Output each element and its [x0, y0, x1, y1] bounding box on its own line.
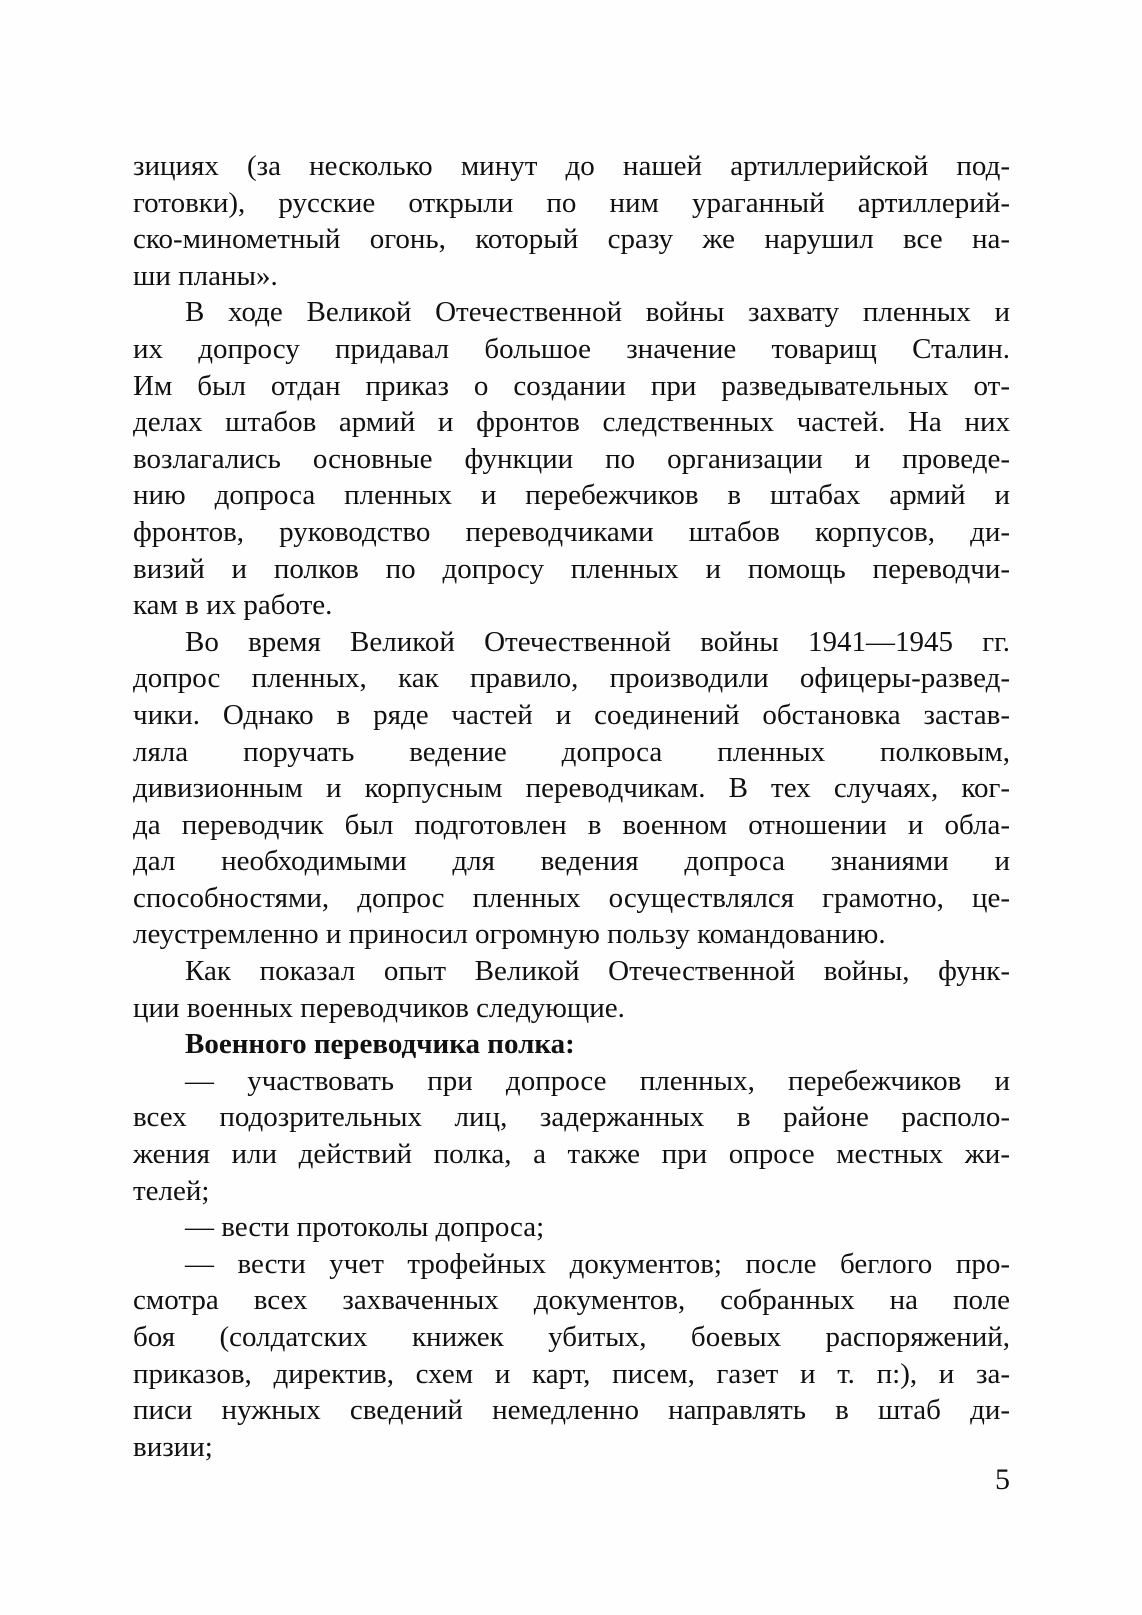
text-line: визии;: [133, 1430, 213, 1463]
text-line: В ходе Великой Отечественной войны захвату пленных и: [185, 296, 1010, 329]
text-line: смотра всех захваченных документов, собранных на поле: [133, 1284, 1010, 1317]
text-line: нию допроса пленных и перебежчиков в штабах армий и: [133, 479, 1010, 512]
text-line: да переводчик был подготовлен в военном отношении и обла-: [133, 808, 1010, 841]
text-line: — вести учет трофейных документов; после беглого про-: [185, 1247, 1010, 1280]
text-line: их допросу придавал большое значение товарищ Сталин.: [133, 332, 1010, 365]
paragraph: [133, 1063, 1010, 1209]
text-block: [133, 148, 1010, 1465]
text-line: способностями, допрос пленных осуществлялся грамотно, це-: [133, 881, 1010, 914]
text-line: кам в их работе.: [133, 589, 333, 622]
text-line: зициях (за несколько минут до нашей артиллерийской под-: [133, 150, 1010, 182]
text-line: допрос пленных, как правило, производили офицеры-развед-: [133, 662, 1010, 695]
paragraph: [133, 953, 1010, 1026]
text-line: ши планы».: [133, 259, 278, 292]
text-line: Им был отдан приказ о создании при разведывательных от-: [133, 369, 1010, 402]
text-line: ции военных переводчиков следующие.: [133, 991, 625, 1024]
text-line: ско-минометный огонь, который сразу же нарушил все на-: [133, 223, 1010, 256]
text-line: боя (солдатских книжек убитых, боевых распоряжений,: [133, 1321, 1010, 1353]
paragraph: [133, 1246, 1010, 1466]
text-line: делах штабов армий и фронтов следственных частей. На них: [133, 406, 1010, 439]
text-line: готовки), русские открыли по ним ураганный артиллерий-: [133, 186, 1010, 219]
text-line: писи нужных сведений немедленно направлять в штаб ди-: [133, 1394, 1010, 1427]
text-line: возлагались основные функции по организации и проведе-: [133, 442, 1010, 475]
text-line: дивизионным и корпусным переводчикам. В тех случаях, ког-: [133, 772, 1010, 805]
paragraph: [133, 1026, 1010, 1063]
text-line: приказов, директив, схем и карт, писем, газет и т. п:), и за-: [133, 1357, 1010, 1390]
text-line: всех подозрительных лиц, задержанных в районе располо-: [133, 1101, 1010, 1134]
text-line: Как показал опыт Великой Отечественной войны, функ-: [185, 955, 1010, 988]
text-line: Военного переводчика полка:: [185, 1028, 575, 1061]
text-line: телей;: [133, 1174, 210, 1207]
text-line: фронтов, руководство переводчиками штабов корпусов, ди-: [133, 515, 1010, 548]
text-line: дал необходимыми для ведения допроса знаниями и: [133, 845, 1010, 878]
paragraph: [133, 148, 1010, 294]
page-number: 5: [995, 1463, 1010, 1496]
text-line: — вести протоколы допроса;: [185, 1211, 545, 1244]
text-line: — участвовать при допросе пленных, перебежчиков и: [185, 1064, 1010, 1097]
paragraph: [133, 624, 1010, 953]
text-line: Во время Великой Отечественной войны 1941—1945 гг.: [185, 625, 1010, 658]
text-line: жения или действий полка, а также при опросе местных жи-: [133, 1138, 1010, 1171]
text-line: ляла поручать ведение допроса пленных полковым,: [133, 735, 1010, 768]
text-line: леустремленно и приносил огромную пользу командованию.: [133, 918, 886, 951]
paragraph: [133, 1209, 1010, 1246]
paragraph: [133, 294, 1010, 623]
text-line: визий и полков по допросу пленных и помощь переводчи-: [133, 552, 1010, 585]
text-line: чики. Однако в ряде частей и соединений обстановка застав-: [133, 698, 1010, 731]
